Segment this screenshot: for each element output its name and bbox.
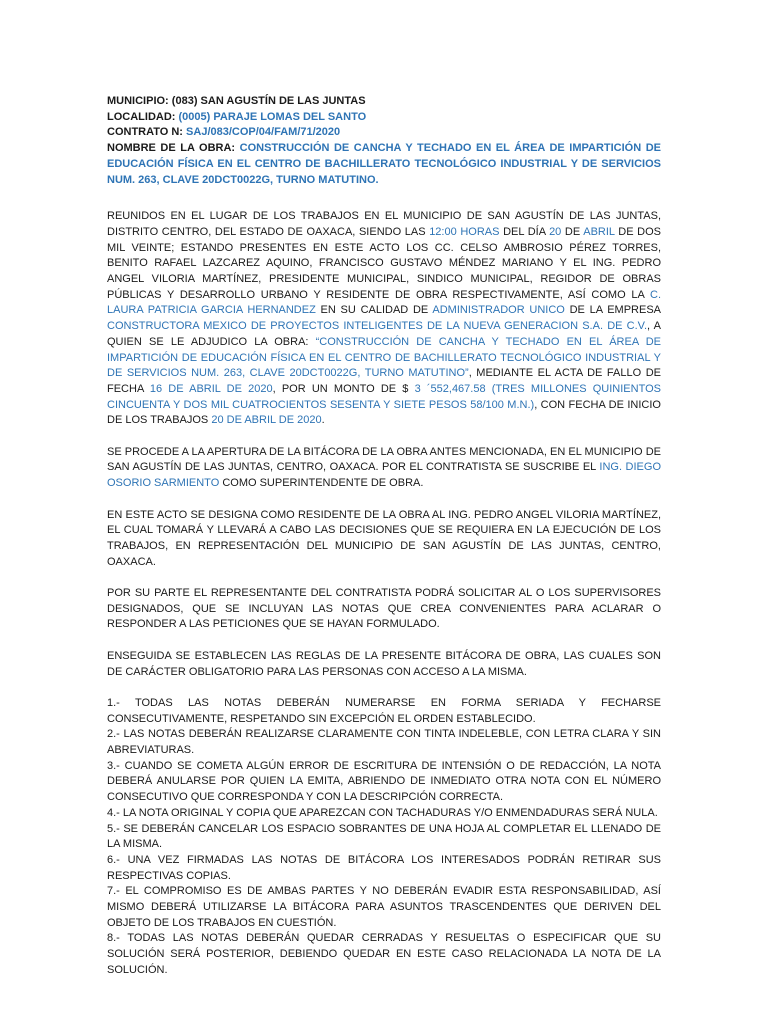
localidad-label: LOCALIDAD: — [107, 110, 176, 123]
rule-item: 1.- TODAS LAS NOTAS DEBERÁN NUMERARSE EN FORMA SERIADA Y FECHARSE CONSECUTIVAMENTE, RESPETANDO SIN EXCEPCIÓN EL ORDEN ESTABLECIDO. — [107, 696, 661, 725]
p1-monto: 3 ´552,467.58 (TRES MILLONES QUINIENTOS CINCUENTA Y DOS MIL CUATROCIENTOS SESENTA Y SIETE PESOS 58/100 M.N.) — [107, 382, 661, 411]
p1-hora: 12:00 HORAS — [429, 225, 500, 238]
obra-value: CONSTRUCCIÓN DE CANCHA Y TECHADO EN EL ÁREA DE IMPARTICIÓN DE EDUCACIÓN FÍSICA EN EL CENTRO DE BACHILLERATO TECNOLÓGICO INDUSTRIAL Y DE SERVICIOS NUM. 263, CLAVE 20DCT0022G, TURNO MATUTINO. — [107, 142, 661, 186]
p2-text-1: SE PROCEDE A LA APERTURA DE LA BITÁCORA DE LA OBRA ANTES MENCIONADA, EN EL MUNICIPIO DE SAN AGUSTÍN DE LAS JUNTAS, CENTRO, OAXACA. POR EL CONTRATISTA SE SUSCRIBE EL — [107, 445, 661, 474]
p1-text-4: DE DOS MIL VEINTE; ESTANDO PRESENTES EN ESTE ACTO LOS CC. CELSO AMBROSIO PÉREZ TORRES, BENITO RAFAEL LAZCAREZ AQUINO, FRANCISCO GUSTAVO MÉNDEZ MARIANO Y EL ING. PEDRO ANGEL VILORIA MARTÍNEZ, PRESIDENTE MUNICIPAL, SINDICO MUNICIPAL, REGIDOR DE OBRAS PÚBLICAS Y DESARROLLO URBANO Y RESIDENTE DE OBRA RESPECTIVAMENTE, ASÍ COMO LA — [107, 225, 662, 301]
p2-ing: ING. DIEGO OSORIO SARMIENTO — [107, 461, 662, 490]
p1-text-5: EN SU CALIDAD DE — [315, 304, 433, 317]
obra-label: NOMBRE DE LA OBRA: — [107, 142, 236, 155]
p1-fecha-fallo: 16 DE ABRIL DE 2020 — [149, 382, 273, 395]
p1-mes: ABRIL — [583, 225, 615, 238]
municipio-line — [107, 94, 661, 110]
p1-dia: 20 — [549, 225, 562, 238]
p1-text-11: . — [321, 414, 325, 427]
paragraph-reunidos — [107, 209, 661, 429]
p1-text-10: , CON FECHA DE INICIO DE LOS TRABAJOS — [107, 398, 661, 427]
p1-cargo: ADMINISTRADOR UNICO — [432, 304, 565, 317]
p1-text-1: REUNIDOS EN EL LUGAR DE LOS TRABAJOS EN EL MUNICIPIO DE SAN AGUSTÍN DE LAS JUNTAS, DISTRITO CENTRO, DEL ESTADO DE OAXACA, SIENDO LAS — [107, 210, 661, 238]
contrato-label: CONTRATO N: — [107, 126, 183, 139]
contrato-value: SAJ/083/COP/04/FAM/71/2020 — [186, 126, 341, 139]
p1-empresa: CONSTRUCTORA MEXICO DE PROYECTOS INTELIGENTES DE LA NUEVA GENERACION S.A. DE C.V. — [107, 320, 648, 333]
municipio-label: MUNICIPIO: — [107, 95, 169, 107]
localidad-value: (0005) PARAJE LOMAS DEL SANTO — [178, 110, 367, 123]
paragraph-apertura — [107, 445, 661, 492]
document-page — [107, 94, 661, 979]
p1-text-2: DEL DÍA — [499, 225, 550, 238]
p1-text-8: , MEDIANTE EL ACTA DE FALLO DE FECHA — [107, 367, 661, 395]
paragraph-representante: POR SU PARTE EL REPRESENTANTE DEL CONTRATISTA PODRÁ SOLICITAR AL O LOS SUPERVISORES DESIGNADOS, QUE SE INCLUYAN LAS NOTAS QUE CREA CONVENIENTES PARA ACLARAR O RESPONDER A LAS PETICIONES QUE SE HAYAN FORMULADO. — [107, 587, 661, 631]
rule-item: 5.- SE DEBERÁN CANCELAR LOS ESPACIO SOBRANTES DE UNA HOJA AL COMPLETAR EL LLENADO DE LA MISMA. — [107, 822, 661, 851]
localidad-line — [107, 110, 661, 126]
rule-item: 6.- UNA VEZ FIRMADAS LAS NOTAS DE BITÁCORA LOS INTERESADOS PODRÁN RETIRAR SUS RESPECTIVAS COPIAS. — [107, 853, 661, 882]
header-block — [107, 94, 661, 188]
rule-item: 4.- LA NOTA ORIGINAL Y COPIA QUE APAREZCAN CON TACHADURAS Y/O ENMENDADURAS SERÁ NULA. — [107, 806, 658, 819]
p1-text-6: DE LA EMPRESA — [564, 304, 662, 317]
rule-item: 2.- LAS NOTAS DEBERÁN REALIZARSE CLARAMENTE CON TINTA INDELEBLE, CON LETRA CLARA Y SIN ABREVIATURAS. — [107, 728, 661, 757]
p1-text-9: , POR UN MONTO DE $ — [272, 382, 415, 395]
p1-obra: “CONSTRUCCIÓN DE CANCHA Y TECHADO EN EL ÁREA DE IMPARTICIÓN DE EDUCACIÓN FÍSICA EN EL CENTRO DE BACHILLERATO TECNOLÓGICO INDUSTRIAL Y DE SERVICIOS NUM. 263, CLAVE 20DCT0022G, TURNO MATUTINO” — [107, 335, 661, 380]
rule-item: 7.- EL COMPROMISO ES DE AMBAS PARTES Y NO DEBERÁN EVADIR ESTA RESPONSABILIDAD, ASÍ MISMO DEBERÁ UTILIZARSE LA BITÁCORA PARA ASUNTOS TRASCENDENTES QUE DERIVEN DEL OBJETO DE LOS TRABAJOS EN CUESTIÓN. — [107, 885, 661, 929]
obra-line — [107, 141, 661, 188]
p1-persona: C. LAURA PATRICIA GARCIA HERNANDEZ — [107, 288, 661, 317]
p1-text-3: DE — [561, 225, 584, 238]
p1-fecha-inicio: 20 DE ABRIL DE 2020 — [211, 414, 322, 427]
rule-item: 3.- CUANDO SE COMETA ALGÚN ERROR DE ESCRITURA DE INTENSIÓN O DE REDACCIÓN, LA NOTA DEBERÁ ANULARSE POR QUIEN LA EMITA, ABRIENDO DE INMEDIATO OTRA NOTA CON EL NÚMERO CONSECUTIVO QUE CORRESPONDA Y CON LA DESCRIPCIÓN CORRECTA. — [107, 759, 661, 804]
paragraph-residente: EN ESTE ACTO SE DESIGNA COMO RESIDENTE DE LA OBRA AL ING. PEDRO ANGEL VILORIA MARTÍNEZ, EL CUAL TOMARÁ Y LLEVARÁ A CABO LAS DECISIONES QUE SE REQUIERA EN LA EJECUCIÓN DE LOS TRABAJOS, EN REPRESENTACIÓN DEL MUNICIPIO DE SAN AGUSTÍN DE LAS JUNTAS, CENTRO, OAXACA. — [107, 508, 661, 568]
municipio-value: (083) SAN AGUSTÍN DE LAS JUNTAS — [171, 95, 366, 107]
rule-item: 8.- TODAS LAS NOTAS DEBERÁN QUEDAR CERRADAS Y RESUELTAS O ESPECIFICAR QUE SU SOLUCIÓN SERÁ POSTERIOR, DEBIENDO QUEDAR EN ESTE CASO RELACIONADA LA NOTA DE LA SOLUCIÓN. — [107, 932, 661, 976]
contrato-line — [107, 125, 661, 141]
p1-text-7: , A QUIEN SE LE ADJUDICO LA OBRA: — [107, 320, 661, 348]
p2-text-2: COMO SUPERINTENDENTE DE OBRA. — [219, 477, 424, 490]
rules-list — [107, 696, 661, 979]
paragraph-reglas-intro: ENSEGUIDA SE ESTABLECEN LAS REGLAS DE LA PRESENTE BITÁCORA DE OBRA, LAS CUALES SON DE CARÁCTER OBLIGATORIO PARA LAS PERSONAS CON ACCESO A LA MISMA. — [107, 649, 661, 678]
